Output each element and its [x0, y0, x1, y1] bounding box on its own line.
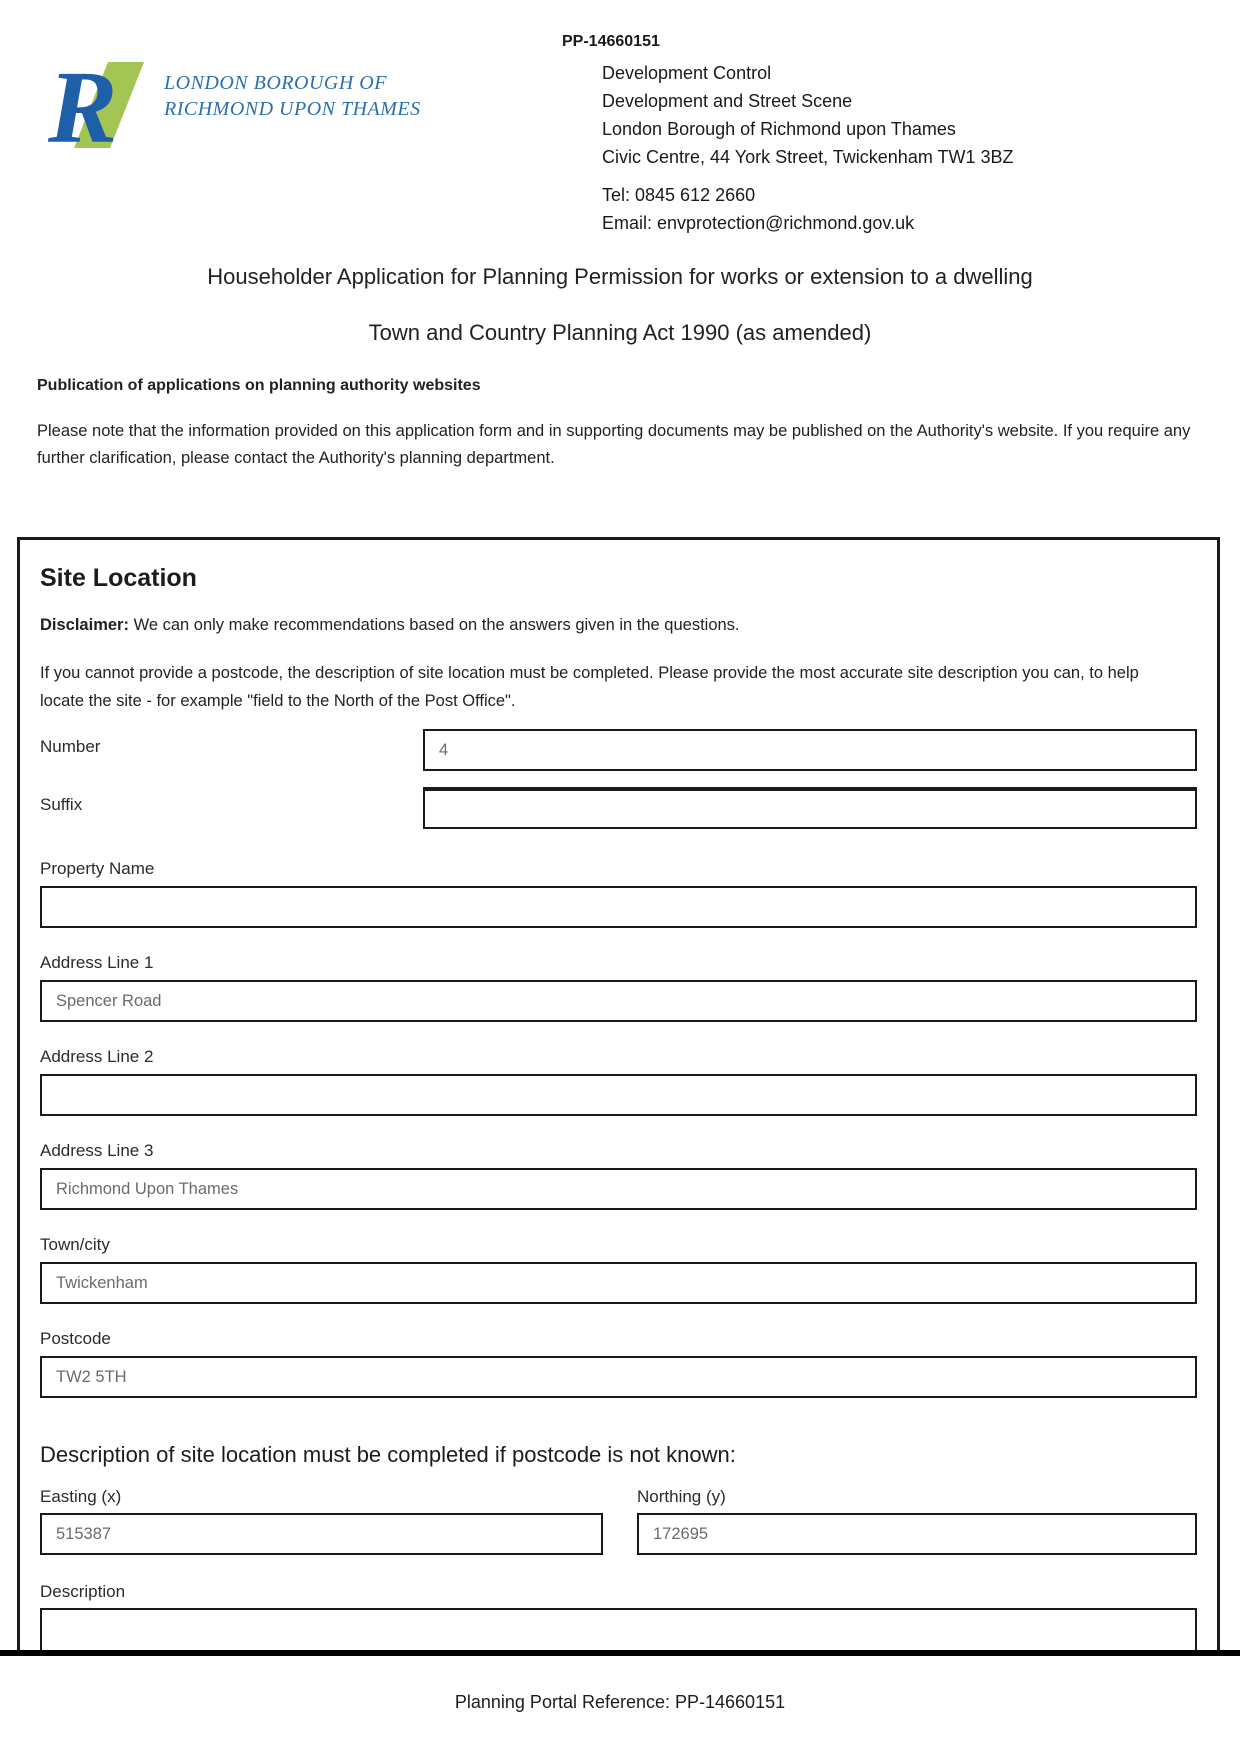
- town-city-label: Town/city: [40, 1235, 110, 1254]
- svg-text:R: R: [48, 58, 118, 154]
- town-city-input[interactable]: [40, 1262, 1197, 1304]
- department-line: Development Control: [602, 63, 772, 83]
- description-requirement-heading: Description of site location must be completed if postcode is not known:: [40, 1442, 736, 1467]
- section-heading: Site Location: [40, 564, 197, 592]
- field-northing: [637, 1487, 1197, 1555]
- field-row-number: [40, 729, 1197, 771]
- address-line-2-input[interactable]: [40, 1074, 1197, 1116]
- telephone: Tel: 0845 612 2660: [602, 185, 756, 205]
- number-label: Number: [40, 737, 101, 756]
- department-line: Civic Centre, 44 York Street, Twickenham TW1 3BZ: [602, 147, 1014, 167]
- postcode-input[interactable]: [40, 1356, 1197, 1398]
- suffix-input[interactable]: [423, 787, 1197, 829]
- email: Email: envprotection@richmond.gov.uk: [602, 213, 915, 233]
- field-easting: [40, 1487, 603, 1555]
- council-name: [164, 70, 421, 122]
- easting-input[interactable]: [40, 1513, 603, 1555]
- department-line: London Borough of Richmond upon Thames: [602, 119, 956, 139]
- address-line-3-input[interactable]: [40, 1168, 1197, 1210]
- richmond-logo-icon: [46, 58, 154, 154]
- department-line: Development and Street Scene: [602, 91, 853, 111]
- field-row-postcode: [40, 1329, 1197, 1398]
- field-row-address-line-2: [40, 1047, 1197, 1116]
- council-name-line2: RICHMOND UPON THAMES: [164, 98, 421, 120]
- property-name-label: Property Name: [40, 859, 155, 878]
- description-label: Description: [40, 1582, 126, 1601]
- disclaimer-text: We can only make recommendations based on the answers given in the questions.: [133, 616, 740, 634]
- field-row-suffix: [40, 787, 1197, 829]
- council-name-line1: LONDON BOROUGH OF: [164, 72, 387, 94]
- header-contact-block: [562, 33, 1162, 237]
- address-line-1-input[interactable]: [40, 980, 1197, 1022]
- northing-input[interactable]: [637, 1513, 1197, 1555]
- field-row-address-line-1: [40, 953, 1197, 1022]
- site-location-section: [17, 537, 1220, 1650]
- northing-label: Northing (y): [637, 1487, 726, 1506]
- contact-details: [602, 181, 1162, 237]
- coordinates-row: [40, 1487, 1197, 1555]
- department-address: [602, 59, 1162, 171]
- council-logo: [46, 56, 446, 156]
- field-row-description: [40, 1582, 1197, 1650]
- address-line-2-label: Address Line 2: [40, 1047, 154, 1066]
- field-row-address-line-3: [40, 1141, 1197, 1210]
- application-reference: PP-14660151: [562, 33, 660, 50]
- planning-portal-reference: Planning Portal Reference: PP-14660151: [454, 1692, 786, 1712]
- postcode-info-text: If you cannot provide a postcode, the description of site location must be completed. Please provide the most accurate site description you can, to help locate the site - for example "field to the North of the Post Office".: [40, 664, 1139, 710]
- publication-body: Please note that the information provided on this application form and in supporting documents may be published on the Authority's website. If you require any further clarification, please contact the Authority's planning department.: [37, 422, 1191, 467]
- form-subtitle: Town and Country Planning Act 1990 (as amended): [368, 320, 872, 345]
- field-row-property-name: [40, 859, 1197, 928]
- number-input[interactable]: [423, 729, 1197, 771]
- field-row-town-city: [40, 1235, 1197, 1304]
- form-title: Householder Application for Planning Permission for works or extension to a dwelling: [207, 264, 1033, 289]
- disclaimer-label: Disclaimer:: [40, 616, 129, 634]
- description-input[interactable]: [40, 1608, 1197, 1650]
- easting-label: Easting (x): [40, 1487, 122, 1506]
- postcode-label: Postcode: [40, 1329, 111, 1348]
- disclaimer: [40, 614, 1197, 636]
- address-line-1-label: Address Line 1: [40, 953, 154, 972]
- suffix-label: Suffix: [40, 795, 83, 814]
- address-line-3-label: Address Line 3: [40, 1141, 154, 1160]
- property-name-input[interactable]: [40, 886, 1197, 928]
- page-break-divider: [0, 1650, 1240, 1656]
- publication-heading: Publication of applications on planning authority websites: [37, 377, 481, 394]
